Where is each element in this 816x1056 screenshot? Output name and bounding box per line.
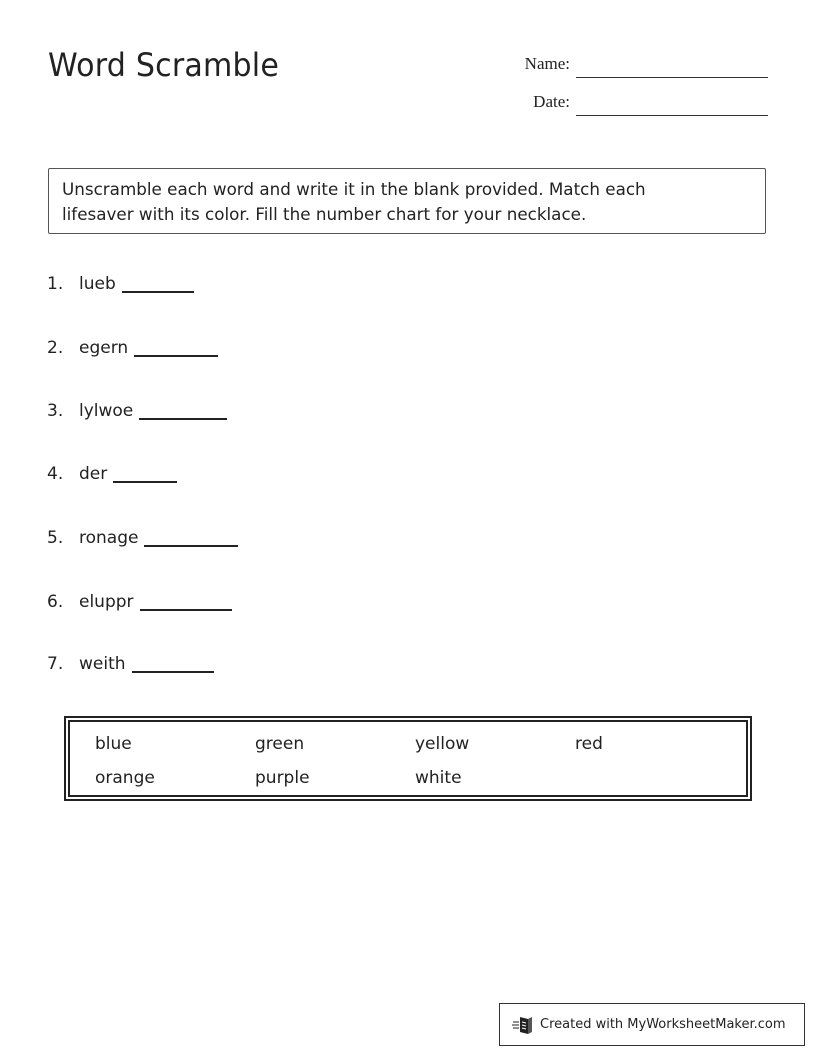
instructions-box	[48, 168, 766, 234]
question-number: 6.	[47, 592, 64, 612]
question-number: 3.	[47, 401, 64, 421]
name-field-line[interactable]	[576, 77, 768, 78]
answer-blank[interactable]	[132, 671, 214, 673]
scrambled-word: eluppr	[79, 592, 134, 612]
instructions-line-2: lifesaver with its color. Fill the number chart for your necklace.	[62, 205, 587, 225]
scrambled-word: lueb	[79, 274, 116, 294]
question-item	[47, 654, 214, 678]
date-field-line[interactable]	[576, 115, 768, 116]
question-number: 2.	[47, 338, 64, 358]
answer-blank[interactable]	[134, 355, 218, 357]
date-label: Date:	[533, 92, 570, 111]
scrambled-word: ronage	[79, 528, 139, 548]
instructions-line-1: Unscramble each word and write it in the blank provided. Match each	[62, 180, 646, 200]
page-title: Word Scramble	[48, 46, 280, 84]
question-number: 7.	[47, 654, 64, 674]
answer-blank[interactable]	[113, 481, 177, 483]
word-bank-item: yellow	[415, 734, 470, 754]
question-number: 5.	[47, 528, 64, 548]
answer-blank[interactable]	[122, 291, 194, 293]
scrambled-word: egern	[79, 338, 129, 358]
word-bank-inner	[68, 720, 748, 797]
scrambled-word: der	[79, 464, 108, 484]
scrambled-word: weith	[79, 654, 126, 674]
word-bank-item: red	[575, 734, 603, 754]
word-bank-item: orange	[95, 768, 155, 788]
answer-blank[interactable]	[144, 545, 238, 547]
footer-text: Created with MyWorksheetMaker.com	[540, 1017, 786, 1032]
footer-credit[interactable]	[499, 1003, 805, 1046]
word-bank-item: blue	[95, 734, 132, 754]
question-item	[47, 528, 238, 552]
question-item	[47, 338, 218, 362]
question-item	[47, 592, 232, 616]
question-number: 1.	[47, 274, 64, 294]
word-bank-item: purple	[255, 768, 310, 788]
answer-blank[interactable]	[139, 418, 227, 420]
worksheet-maker-logo-icon	[512, 1014, 534, 1036]
answer-blank[interactable]	[140, 609, 232, 611]
name-label: Name:	[524, 54, 570, 73]
question-number: 4.	[47, 464, 64, 484]
word-bank-item: white	[415, 768, 462, 788]
question-item	[47, 274, 194, 298]
question-item	[47, 401, 227, 425]
word-bank	[64, 716, 752, 801]
scrambled-word: lylwoe	[79, 401, 134, 421]
question-item	[47, 464, 177, 488]
word-bank-item: green	[255, 734, 305, 754]
